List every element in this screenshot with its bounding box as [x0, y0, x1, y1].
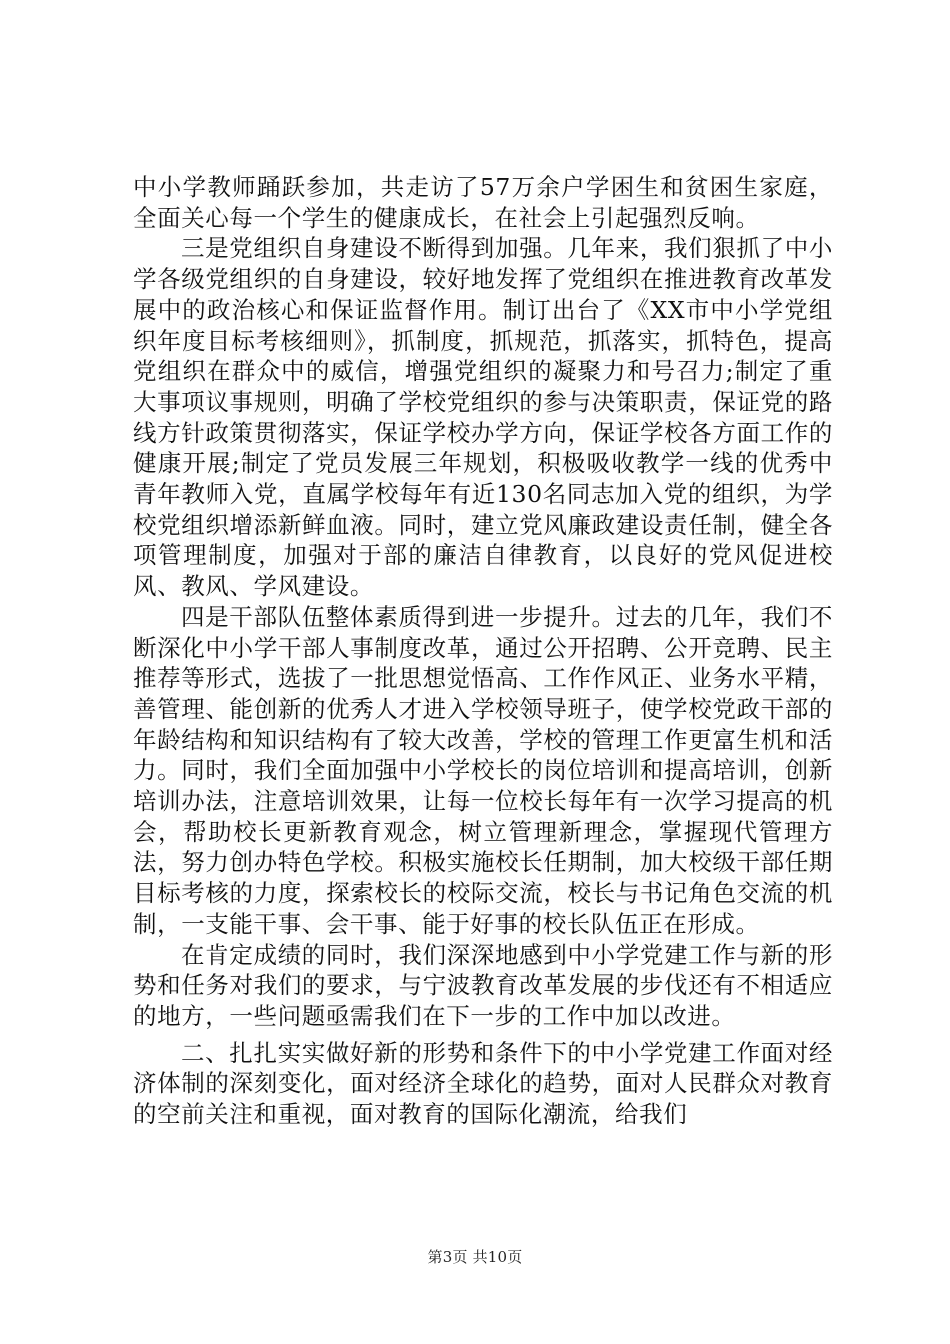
section-heading-paragraph: 二、扎扎实实做好新的形势和条件下的中小学党建工作面对经济体制的深刻变化，面对经济全球化的趋势，面对人民群众对教育的空前关注和重视，面对教育的国际化潮流，给我们	[133, 1038, 833, 1129]
paragraph-party-organization: 三是党组织自身建设不断得到加强。几年来，我们狠抓了中小学各级党组织的自身建设，较好地发挥了党组织在推进教育改革发展中的政治核心和保证监督作用。制订出台了《XX市中小学党组织年度目标考核细则》，抓制度，抓规范，抓落实，抓特色，提高党组织在群众中的威信，增强党组织的凝聚力和号召力;制定了重大事项议事规则，明确了学校党组织的参与决策职责，保证党的路线方针政策贯彻落实，保证学校办学方向，保证学校各方面工作的健康开展;制定了党员发展三年规划，积极吸收教学一线的优秀中青年教师入党，直属学校每年有近130名同志加入党的组织，为学校党组织增添新鲜血液。同时，建立党风廉政建设责任制，健全各项管理制度，加强对于部的廉洁自律教育，以良好的党风促进校风、教风、学风建设。	[133, 234, 833, 601]
paragraph-continuation: 中小学教师踊跃参加，共走访了57万余户学困生和贫困生家庭，全面关心每一个学生的健康成长，在社会上引起强烈反响。	[133, 173, 833, 232]
paragraph-shortcomings: 在肯定成绩的同时，我们深深地感到中小学党建工作与新的形势和任务对我们的要求，与宁波教育改革发展的步伐还有不相适应的地方，一些问题亟需我们在下一步的工作中加以改进。	[133, 940, 833, 1030]
paragraph-cadre-team: 四是干部队伍整体素质得到进一步提升。过去的几年，我们不断深化中小学干部人事制度改革，通过公开招聘、公开竞聘、民主推荐等形式，选拔了一批思想觉悟高、工作作风正、业务水平精，善管理、能创新的优秀人才进入学校领导班子，使学校党政干部的年龄结构和知识结构有了较大改善，学校的管理工作更富生机和活力。同时，我们全面加强中小学校长的岗位培训和提高培训，创新培训办法，注意培训效果，让每一位校长每年有一次学习提高的机会，帮助校长更新教育观念，树立管理新理念，掌握现代管理方法，努力创办特色学校。积极实施校长任期制，加大校级干部任期目标考核的力度，探索校长的校际交流，校长与书记角色交流的机制，一支能干事、会干事、能于好事的校长队伍正在形成。	[133, 602, 833, 938]
page-footer: 第3页 共10页	[427, 1248, 523, 1266]
document-body	[133, 172, 833, 1130]
